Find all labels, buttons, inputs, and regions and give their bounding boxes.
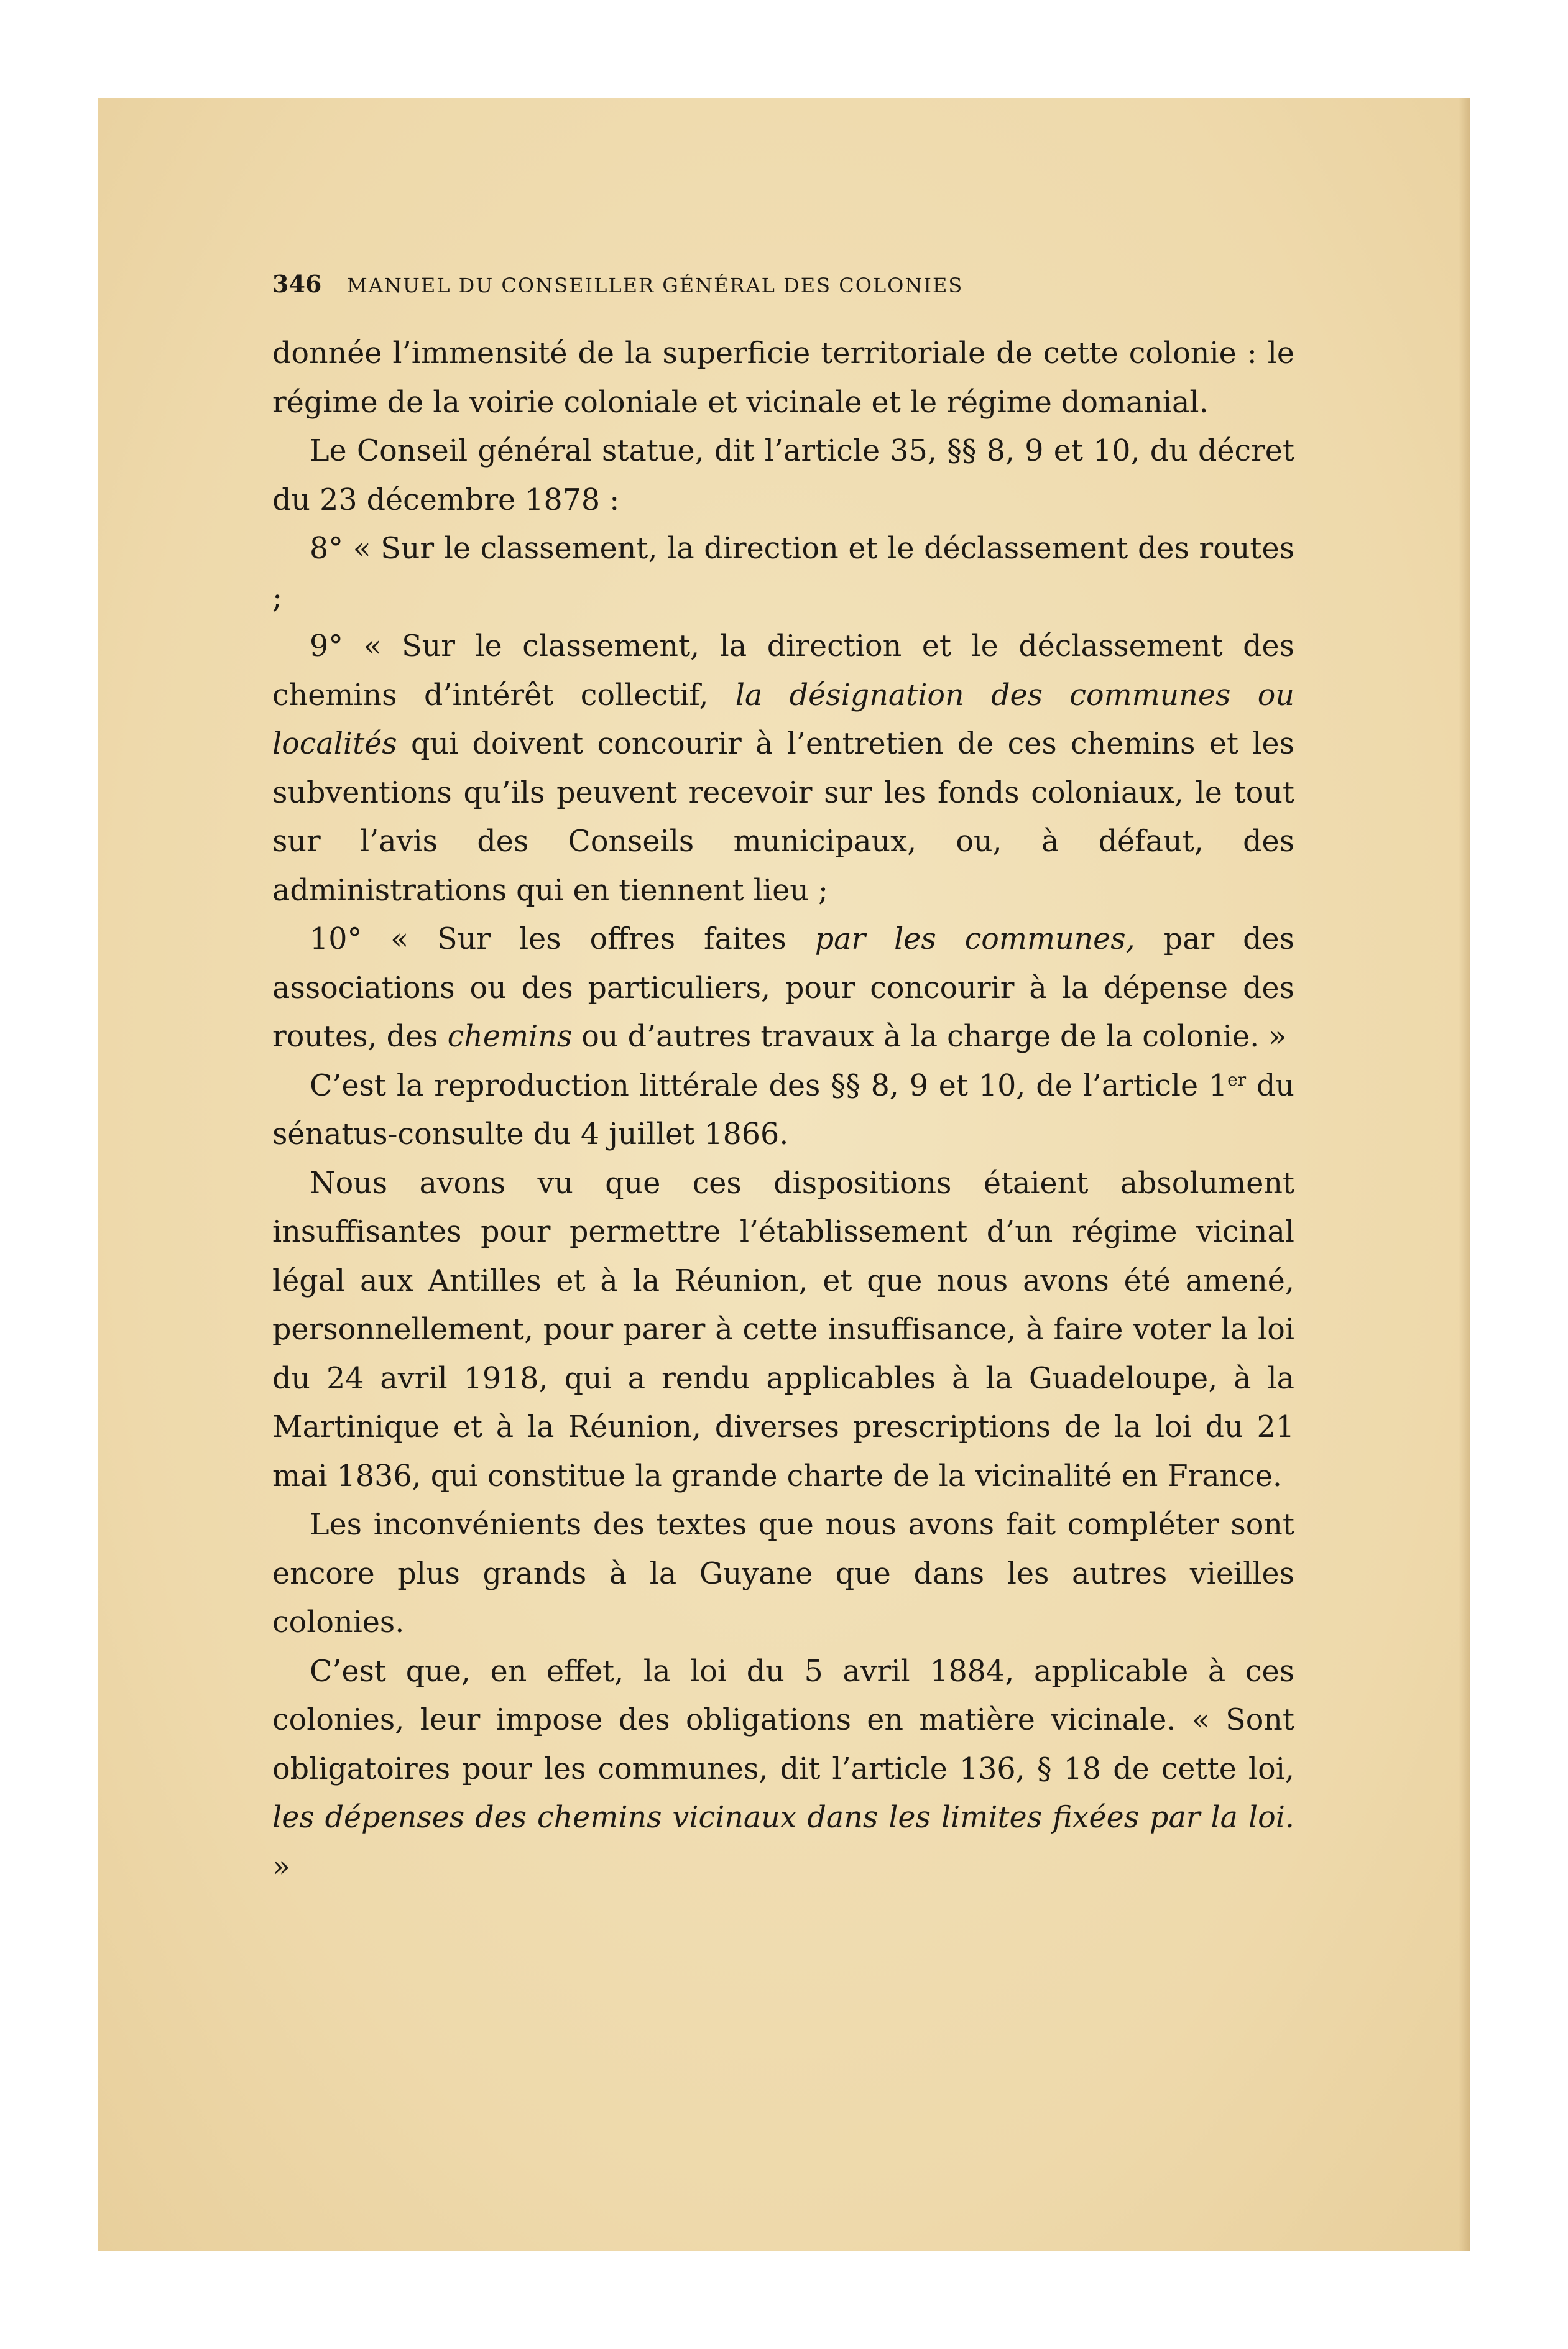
paragraph-4-text-a: 9° « Sur le classement, la direction et le déclassement des chemins d’intérêt collectif,	[272, 629, 1294, 713]
paragraph-4-text-c: qui doivent concourir à l’entretien de ces chemins et les subventions qu’ils peuvent recevoir sur les fonds coloniaux, le tout sur l’avis des Conseils municipaux, ou, à défaut, des administrations qui en tiennent lieu ;	[272, 727, 1294, 908]
paragraph-1: donnée l’immensité de la superficie territoriale de cette colonie : le régime de la voirie coloniale et vicinale et le régime domanial.	[272, 336, 1294, 420]
paragraph-5-text-e: ou d’autres travaux à la charge de la colonie. »	[572, 1020, 1287, 1054]
paragraph-6-text-b: du sénatus-consulte du 4 juillet 1866.	[272, 1068, 1294, 1151]
paragraph-9-text-c: »	[272, 1849, 291, 1884]
paragraph-9-text-a: C’est que, en effet, la loi du 5 avril 1884, applicable à ces colonies, leur impose des obligations en matière vicinale. « Sont obligatoires pour les communes, dit l’article 136, § 18 de cette loi,	[272, 1654, 1294, 1786]
paragraph-5	[272, 915, 1294, 1062]
paragraph-3: 8° « Sur le classement, la direction et le déclassement des routes ;	[272, 532, 1294, 615]
paragraph-2: Le Conseil général statue, dit l’article 35, §§ 8, 9 et 10, du décret du 23 décembre 1878 :	[272, 434, 1294, 517]
paragraph-5-italic-b: par les communes,	[814, 922, 1135, 956]
paragraph-6-text-a: C’est la reproduction littérale des §§ 8, 9 et 10, de l’article 1	[310, 1068, 1228, 1103]
text-block	[272, 270, 1294, 1891]
paragraph-7: Nous avons vu que ces dispositions étaient absolument insuffisantes pour permettre l’établissement d’un régime vicinal légal aux Antilles et à la Réunion, et que nous avons été amené, personnellement, pour parer à cette insuffisance, à faire voter la loi du 24 avril 1918, qui a rendu applicables à la Guadeloupe, à la Martinique et à la Réunion, diverses prescriptions de la loi du 21 mai 1836, qui constitue la grande charte de la vicinalité en France.	[272, 1166, 1294, 1493]
paragraph-5-italic-d: chemins	[447, 1020, 573, 1054]
scanned-page	[98, 98, 1470, 2251]
paragraph-9-italic: les dépenses des chemins vicinaux dans les limites fixées par la loi.	[272, 1801, 1294, 1835]
paragraph-9	[272, 1648, 1294, 1892]
paragraph-8: Les inconvénients des textes que nous avons fait compléter sont encore plus grands à la Guyane que dans les autres vieilles colonies.	[272, 1508, 1294, 1640]
paragraph-6	[272, 1062, 1294, 1160]
running-head-title: MANUEL DU CONSEILLER GÉNÉRAL DES COLONIES	[347, 274, 964, 297]
paragraph-6-superscript: er	[1227, 1069, 1247, 1090]
paragraph-5-text-a: 10° « Sur les offres faites	[310, 922, 815, 956]
page-spine-shadow	[1459, 98, 1470, 2251]
running-head	[272, 270, 1294, 307]
paragraph-4	[272, 622, 1294, 915]
body-text	[272, 330, 1294, 1891]
paragraph-5-text-c: par des associations ou des particuliers, pour concourir à la dépense des routes, des	[272, 922, 1294, 1054]
paragraph-4-italic: la désignation des communes ou localités	[272, 678, 1294, 761]
page-number: 346	[272, 270, 322, 298]
